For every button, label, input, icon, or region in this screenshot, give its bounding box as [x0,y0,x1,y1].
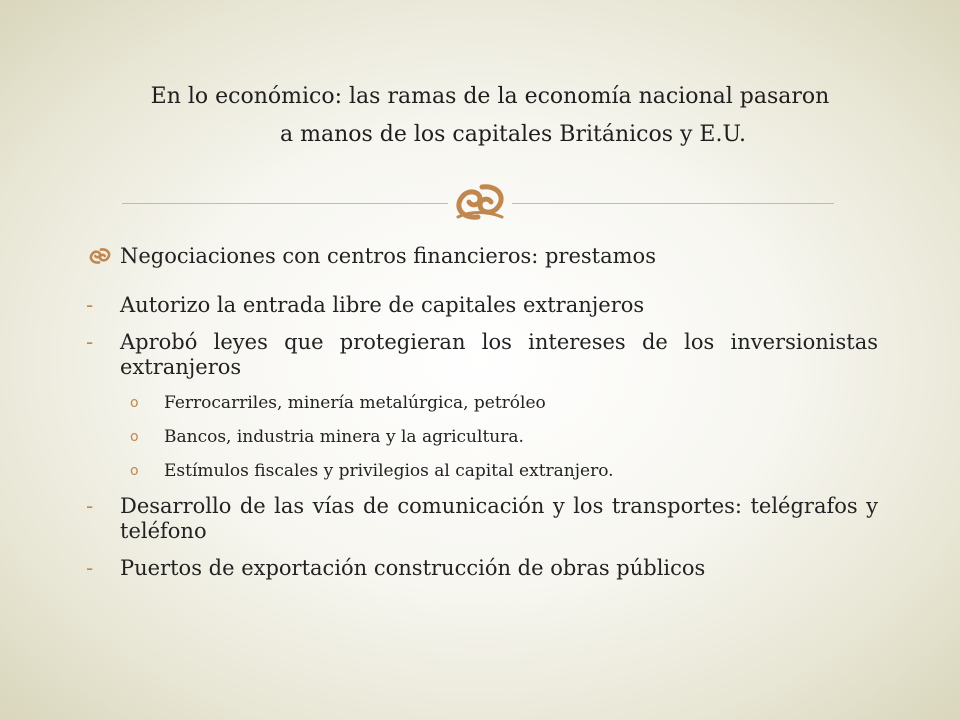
sub-list-item [86,426,878,448]
title-divider-left [122,203,448,204]
title-line-1: En lo económico: las ramas de la economía nacional pasaron [150,84,830,109]
title-divider-right [512,203,834,204]
slide-title [60,78,920,154]
list-item [86,330,878,380]
circle-marker: o [130,395,139,411]
sub-list-item-text: Estímulos fiscales y privilegios al capital extranjero. [164,461,614,481]
list-item [86,494,878,544]
dash-marker: - [86,330,94,354]
slide-body [86,241,878,593]
sub-list-item [86,392,878,414]
sub-list-item-text: Bancos, industria minera y la agricultura. [164,427,524,447]
list-item-text: Aprobó leyes que protegieran los intereses de los inversionistas extranjeros [120,330,878,379]
dash-marker: - [86,293,94,317]
swirl-bullet-icon [86,247,114,265]
list-item-text: Desarrollo de las vías de comunicación y los transportes: telégrafos y teléfono [120,494,878,543]
main-bullet-item [86,241,878,271]
list-item [86,556,878,581]
dash-marker: - [86,556,94,580]
dash-marker: - [86,494,94,518]
circle-marker: o [130,463,139,479]
sub-list-item [86,460,878,482]
list-item-text: Puertos de exportación construcción de obras públicos [120,556,706,580]
list-item-text: Autorizo la entrada libre de capitales extranjeros [120,293,645,317]
swirl-ornament-icon [448,181,512,223]
circle-marker: o [130,429,139,445]
title-line-2: a manos de los capitales Británicos y E.U. [279,122,747,147]
sub-list-item-text: Ferrocarriles, minería metalúrgica, petróleo [164,393,546,413]
list-item [86,293,878,318]
main-bullet-text: Negociaciones con centros financieros: prestamos [120,244,656,268]
